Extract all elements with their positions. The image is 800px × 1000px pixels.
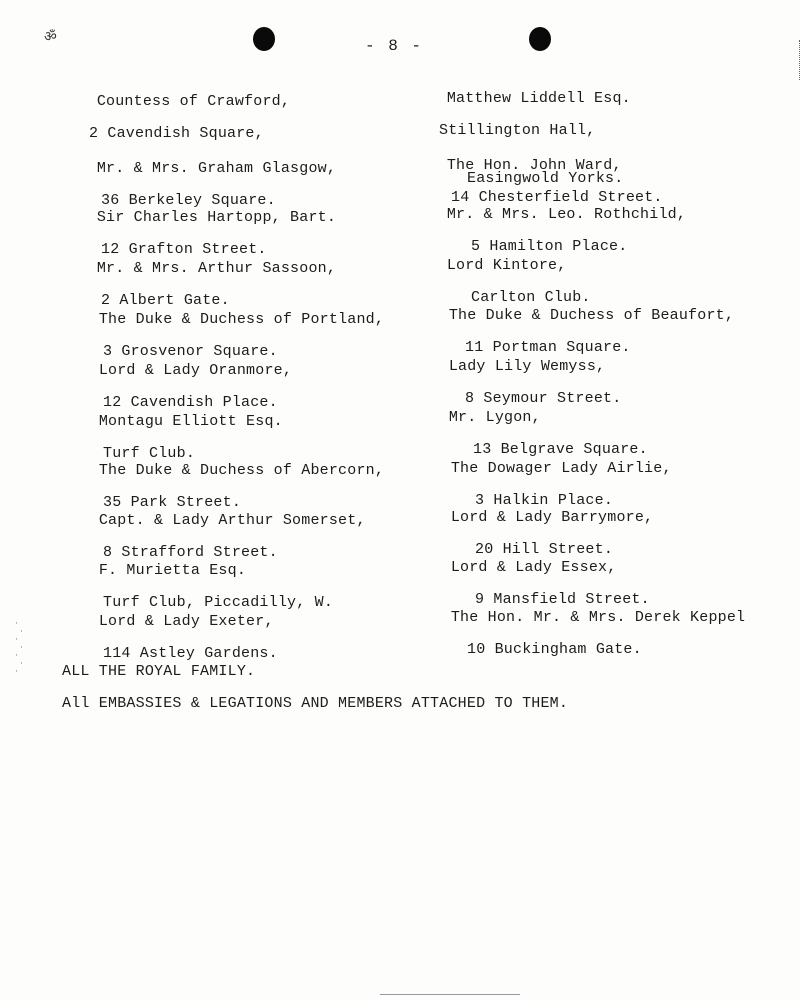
entry-name: Lord & Lady Oranmore,: [98, 362, 293, 379]
entry-name: Lady Lily Wemyss,: [448, 358, 606, 375]
entry-name: Mr. & Mrs. Leo. Rothchild,: [446, 206, 687, 223]
entry-address: 9 Mansfield Street.: [475, 591, 650, 608]
entry-address: Carlton Club.: [471, 289, 591, 306]
entry-address: 35 Park Street.: [103, 494, 242, 511]
right-entry-11: [414, 591, 746, 690]
entry-address: 12 Grafton Street.: [101, 241, 267, 258]
footer-embassies: All EMBASSIES & LEGATIONS AND MEMBERS ATTACHED TO THEM.: [62, 695, 569, 712]
entry-address: 20 Hill Street.: [475, 541, 614, 558]
entry-address: 5 Hamilton Place.: [471, 238, 628, 255]
entry-address: Stillington Hall,: [439, 122, 596, 139]
entry-name: Matthew Liddell Esq.: [446, 90, 631, 107]
entry-name: Lord & Lady Exeter,: [98, 613, 274, 630]
entry-address: 114 Astley Gardens.: [103, 645, 278, 662]
entry-address: 3 Halkin Place.: [475, 492, 614, 509]
entry-name: Mr. & Mrs. Graham Glasgow,: [96, 160, 337, 177]
entry-address: 12 Cavendish Place.: [103, 394, 278, 411]
entry-address: Turf Club.: [103, 445, 196, 462]
entry-name: Mr. Lygon,: [448, 409, 541, 426]
entry-name: Countess of Crawford,: [96, 93, 291, 110]
punch-hole-right: [529, 27, 551, 51]
entry-name: The Hon. Mr. & Mrs. Derek Keppel: [450, 609, 746, 626]
entry-address: 14 Chesterfield Street.: [451, 189, 663, 206]
entry-address: 8 Strafford Street.: [103, 544, 278, 561]
entry-name: The Dowager Lady Airlie,: [450, 460, 672, 477]
entry-address: Turf Club, Piccadilly, W.: [103, 594, 334, 611]
entry-name: Lord & Lady Barrymore,: [450, 509, 654, 526]
page-number: - 8 -: [365, 37, 424, 55]
entry-address: 13 Belgrave Square.: [473, 441, 648, 458]
entry-address: 11 Portman Square.: [465, 339, 631, 356]
entry-address-2: Easingwold Yorks.: [467, 170, 624, 187]
entry-name: Montagu Elliott Esq.: [98, 413, 283, 430]
entry-address: 10 Buckingham Gate.: [467, 641, 642, 658]
entry-name: Lord & Lady Essex,: [450, 559, 617, 576]
edge-mark: [795, 40, 800, 80]
entry-name: The Duke & Duchess of Portland,: [98, 311, 385, 328]
footer-royal-family: ALL THE ROYAL FAMILY.: [62, 663, 256, 680]
punch-hole-left: [253, 27, 275, 51]
entry-name: Capt. & Lady Arthur Somerset,: [98, 512, 366, 529]
entry-name: Sir Charles Hartopp, Bart.: [96, 209, 337, 226]
entry-name: F. Murietta Esq.: [98, 562, 247, 579]
entry-address: 8 Seymour Street.: [465, 390, 622, 407]
entry-name: The Duke & Duchess of Abercorn,: [98, 462, 385, 479]
entry-address: 2 Cavendish Square,: [89, 125, 264, 142]
entry-address: 3 Grosvenor Square.: [103, 343, 278, 360]
entry-name: The Hon. John Ward,: [446, 157, 622, 174]
entry-name: Lord Kintore,: [446, 257, 567, 274]
entry-name: The Duke & Duchess of Beaufort,: [448, 307, 735, 324]
bottom-edge-line: [380, 994, 520, 995]
entry-address: 36 Berkeley Square.: [101, 192, 276, 209]
corner-mark: ॐ: [44, 30, 57, 46]
entry-name: Mr. & Mrs. Arthur Sassoon,: [96, 260, 337, 277]
margin-specks: · · · · · · ·: [14, 619, 25, 676]
entry-address: 2 Albert Gate.: [101, 292, 230, 309]
